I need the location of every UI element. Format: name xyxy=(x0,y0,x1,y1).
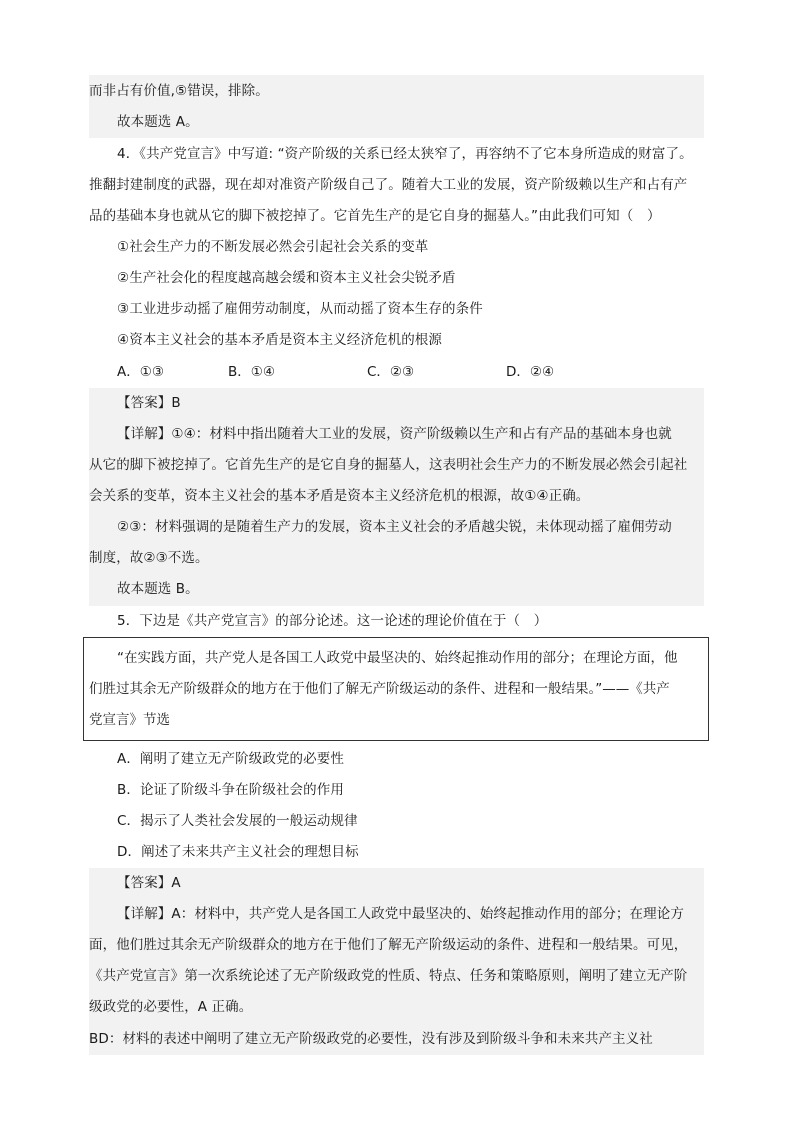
question-4-options xyxy=(89,357,704,388)
question-5-explanation: BD：材料的表述中阐明了建立无产阶级政党的必要性，没有涉及到阶级斗争和未来共产主义社 xyxy=(89,1031,653,1047)
question-5-option-c: C．揭示了人类社会发展的一般运动规律 xyxy=(117,813,358,829)
question-5-explanation: 级政党的必要性，A 正确。 xyxy=(89,999,253,1015)
question-5-explanation: 《共产党宣言》第一次系统论述了无产阶级政党的性质、特点、任务和策略原则，阐明了建立无产阶 xyxy=(89,968,688,984)
question-5-stem: 5．下边是《共产党宣言》的部分论述。这一论述的理论价值在于（ ） xyxy=(117,613,548,629)
option-b: B．①④ xyxy=(228,364,275,380)
question-4-conclusion: 故本题选 B。 xyxy=(117,581,199,597)
question-4-stem: 4．《共产党宣言》中写道: “资产阶级的关系已经太狭窄了，再容纳不了它本身所造成的财富了。 xyxy=(117,146,693,162)
question-4-explanation: 会关系的变革，资本主义社会的基本矛盾是资本主义经济危机的根源，故①④正确。 xyxy=(89,488,590,504)
quote-line: 们胜过其余无产阶级群众的地方在于他们了解无产阶级运动的条件、进程和一般结果。”——《共产 xyxy=(89,681,670,697)
quote-line: 党宣言》节选 xyxy=(89,712,170,728)
option-a: A．①③ xyxy=(117,364,164,380)
quote-line: “在实践方面，共产党人是各国工人政党中最坚决的、始终起推动作用的部分；在理论方面，他 xyxy=(117,650,678,666)
question-4-explanation: 从它的脚下被挖掉了。它首先生产的是它自身的掘墓人，这表明社会生产力的不断发展必然会引起社 xyxy=(89,457,688,473)
question-4-explanation: 【详解】①④：材料中指出随着大工业的发展，资产阶级赖以生产和占有产品的基础本身也就 xyxy=(117,426,672,442)
option-c: C．②③ xyxy=(367,364,415,380)
question-4-answer: 【答案】B xyxy=(117,395,181,411)
question-5-option-d: D．阐述了未来共产主义社会的理想目标 xyxy=(117,844,359,860)
question-4-statement: ①社会生产力的不断发展必然会引起社会关系的变革 xyxy=(117,239,429,255)
question-5-answer: 【答案】A xyxy=(117,875,181,891)
question-4-explanation: ②③：材料强调的是随着生产力的发展，资本主义社会的矛盾越尖锐，未体现动摇了雇佣劳动 xyxy=(117,519,672,535)
question-4-statement: ④资本主义社会的基本矛盾是资本主义经济危机的根源 xyxy=(117,332,443,348)
question-5-option-b: B．论证了阶级斗争在阶级社会的作用 xyxy=(117,782,344,798)
question-5-explanation: 【详解】A：材料中，共产党人是各国工人政党中最坚决的、始终起推动作用的部分；在理论方 xyxy=(117,906,684,922)
text-line: 故本题选 A。 xyxy=(117,114,199,130)
question-4-statement: ②生产社会化的程度越高越会缓和资本主义社会尖锐矛盾 xyxy=(117,270,456,286)
question-4-stem: 品的基础本身也就从它的脚下被挖掉了。它首先生产的是它自身的掘墓人。”由此我们可知（ ） xyxy=(89,208,661,224)
question-4-stem: 推翻封建制度的武器，现在却对准资产阶级自己了。随着大工业的发展，资产阶级赖以生产和占有产 xyxy=(89,177,688,193)
option-d: D．②④ xyxy=(506,364,555,380)
question-5-option-a: A．阐明了建立无产阶级政党的必要性 xyxy=(117,751,344,767)
question-4-statement: ③工业进步动摇了雇佣劳动制度，从而动摇了资本生存的条件 xyxy=(117,301,483,317)
question-5-explanation: 面，他们胜过其余无产阶级群众的地方在于他们了解无产阶级运动的条件、进程和一般结果。可见， xyxy=(89,937,688,953)
text-line: 而非占有价值,⑤错误，排除。 xyxy=(89,83,269,99)
question-4-explanation: 制度，故②③不选。 xyxy=(89,550,209,566)
